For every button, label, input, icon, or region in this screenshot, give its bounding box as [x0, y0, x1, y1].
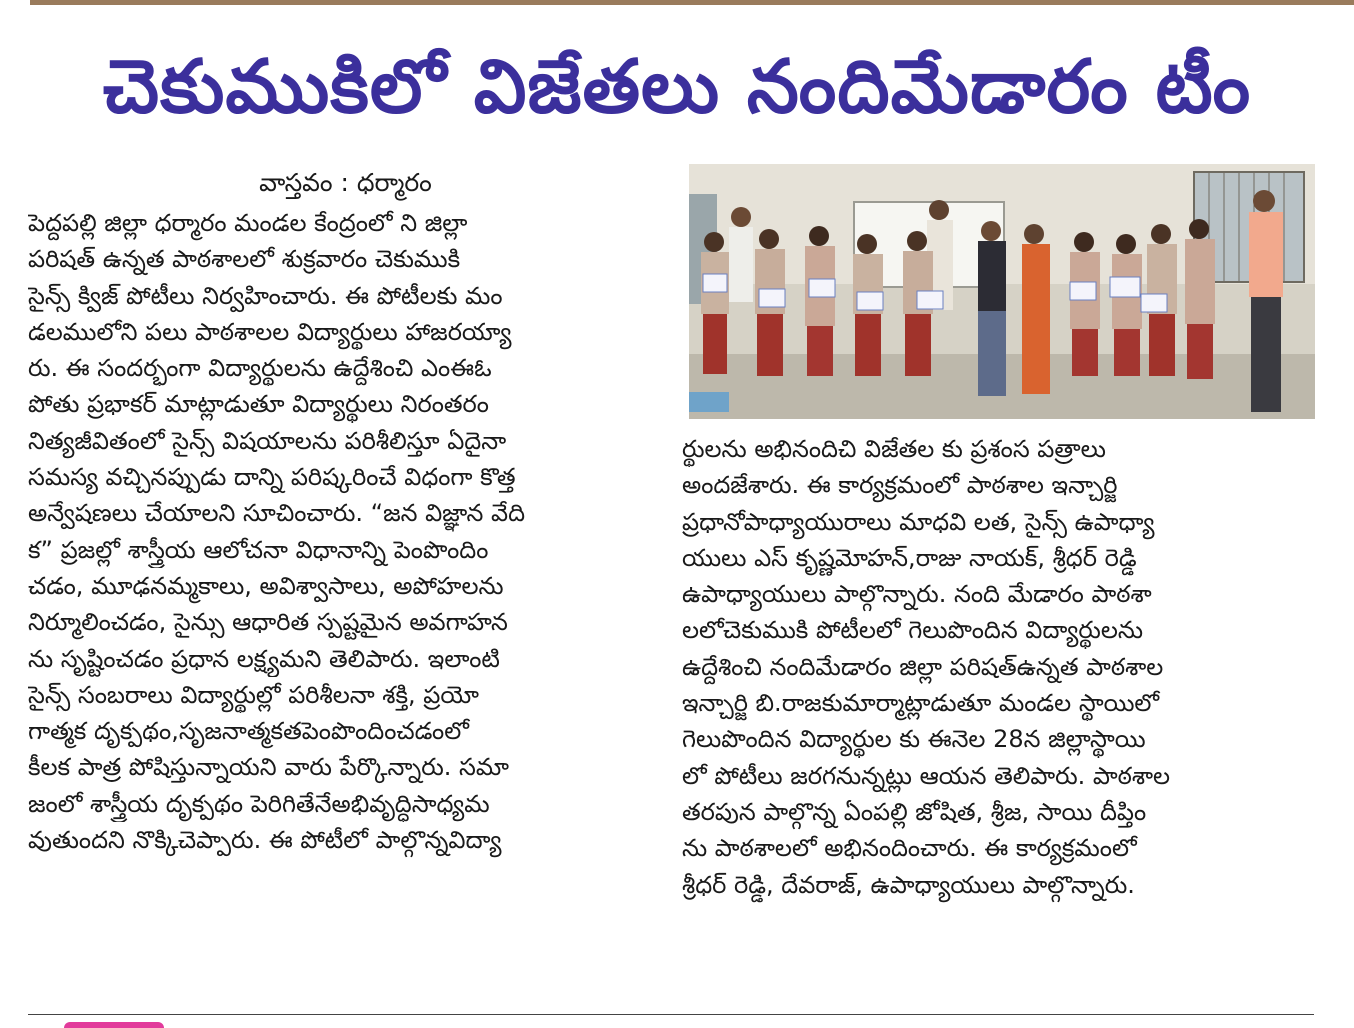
- text-line: ను పాఠశాలలో అభినందించారు. ఈ కార్యక్రమంలో: [682, 834, 1137, 863]
- bottom-rule: [28, 1014, 1314, 1015]
- text-line: శ్రీధర్ రెడ్డి, దేవరాజ్, ఉపాధ్యాయులు పాల్గొన్నారు.: [682, 870, 1135, 899]
- text-line: నిత్యజీవితంలో సైన్స్ విషయాలను పరిశీలిస్తూ ఏదైనా: [28, 426, 507, 455]
- text-line: చడం, మూఢనమ్మకాలు, అవిశ్వాసాలు, అపోహలను: [28, 571, 504, 600]
- article-column-right: [682, 431, 1322, 903]
- left-text-block: [28, 205, 653, 858]
- headline: చెకుముకిలో విజేతలు నందిమేడారం టీం: [102, 44, 1252, 130]
- text-line: పరిషత్ ఉన్నత పాఠశాలలో శుక్రవారం చెకుముకి: [28, 245, 461, 274]
- text-line: తరపున పాల్గొన్న ఏంపల్లి జోషిత, శ్రీజ, సాయి దీప్తిం: [682, 797, 1147, 826]
- text-line: జంలో శాస్త్రీయ దృక్పథం పెరిగితేనేఅభివృద్ధిసాధ్యమ: [28, 789, 490, 818]
- news-photo: [689, 164, 1315, 419]
- text-line: ర్థులను అభినందిచి విజేతల కు ప్రశంస పత్రాలు: [682, 435, 1106, 463]
- text-line: వుతుందని నొక్కిచెప్పారు. ఈ పోటీలో పాల్గొన్నవిద్యా: [28, 826, 502, 855]
- text-line: ను సృష్టించడం ప్రధాన లక్ష్యమని తెలిపారు. ఇలాంటి: [28, 644, 500, 673]
- text-line: సైన్స్ క్విజ్ పోటీలు నిర్వహించారు. ఈ పోటీలకు మం: [28, 281, 503, 310]
- text-line: అన్వేషణలు చేయాలని సూచించారు. “జన విజ్ఞాన వేది: [28, 499, 526, 528]
- top-rule: [30, 0, 1354, 5]
- text-line: ఇన్చార్జి బి.రాజకుమార్మాట్లాడుతూ మండల స్థాయిలో: [682, 689, 1160, 718]
- dateline: వాస్తవం : ధర్మారం: [259, 168, 432, 197]
- footer-accent-mark: [64, 1022, 164, 1028]
- text-line: క” ప్రజల్లో శాస్త్రీయ ఆలోచనా విధానాన్ని పెంపొందిం: [28, 535, 489, 564]
- text-line: పెద్దపల్లి జిల్లా ధర్మారం మండల కేంద్రంలో ని జిల్లా: [28, 209, 468, 237]
- text-line: ఉద్దేశించి నందిమేడారం జిల్లా పరిషత్ఉన్నత పాఠశాల: [682, 652, 1164, 681]
- text-line: రు. ఈ సందర్భంగా విద్యార్థులను ఉద్దేశించి ఎంఈఓ: [28, 354, 492, 383]
- right-text-block: [682, 431, 1322, 903]
- text-line: ఉపాధ్యాయులు పాల్గొన్నారు. నంది మేడారం పాఠశా: [682, 580, 1152, 609]
- text-line: అందజేశారు. ఈ కార్యక్రమంలో పాఠశాల ఇన్చార్జి: [682, 471, 1118, 500]
- text-line: సైన్స్ సంబరాలు విద్యార్థుల్లో పరిశీలనా శక్తి, ప్రయో: [28, 680, 479, 709]
- text-line: సమస్య వచ్చినప్పుడు దాన్ని పరిష్కరించే విధంగా కొత్త: [28, 463, 516, 492]
- text-line: యులు ఎస్ కృష్ణమోహన్,రాజు నాయక్, శ్రీధర్ రెడ్డి: [682, 543, 1137, 572]
- text-line: లలోచెకుముకి పోటీలలో గెలుపొందిన విద్యార్థులను: [682, 616, 1144, 645]
- text-line: నిర్మూలించడం, సైన్సు ఆధారిత స్పష్టమైన అవగాహన: [28, 608, 508, 637]
- text-line: గెలుపొందిన విద్యార్థుల కు ఈనెల 28న జిల్లాస్థాయి: [682, 725, 1146, 754]
- text-line: కీలక పాత్ర పోషిస్తున్నాయని వారు పేర్కొన్నారు. సమా: [28, 753, 509, 782]
- article-column-left: [28, 165, 653, 858]
- text-line: పోతు ప్రభాకర్ మాట్లాడుతూ విద్యార్థులు నిరంతరం: [28, 390, 489, 419]
- text-line: డలములోని పలు పాఠశాలల విద్యార్థులు హాజరయ్యా: [28, 317, 512, 346]
- text-line: గాత్మక దృక్పథం,సృజనాత్మకతపెంపొందించడంలో: [28, 717, 469, 746]
- text-line: లో పోటీలు జరగనున్నట్లు ఆయన తెలిపారు. పాఠశాల: [682, 761, 1171, 790]
- text-line: ప్రధానోపాధ్యాయురాలు మాధవి లత, సైన్స్ ఉపాధ్యా: [682, 507, 1155, 536]
